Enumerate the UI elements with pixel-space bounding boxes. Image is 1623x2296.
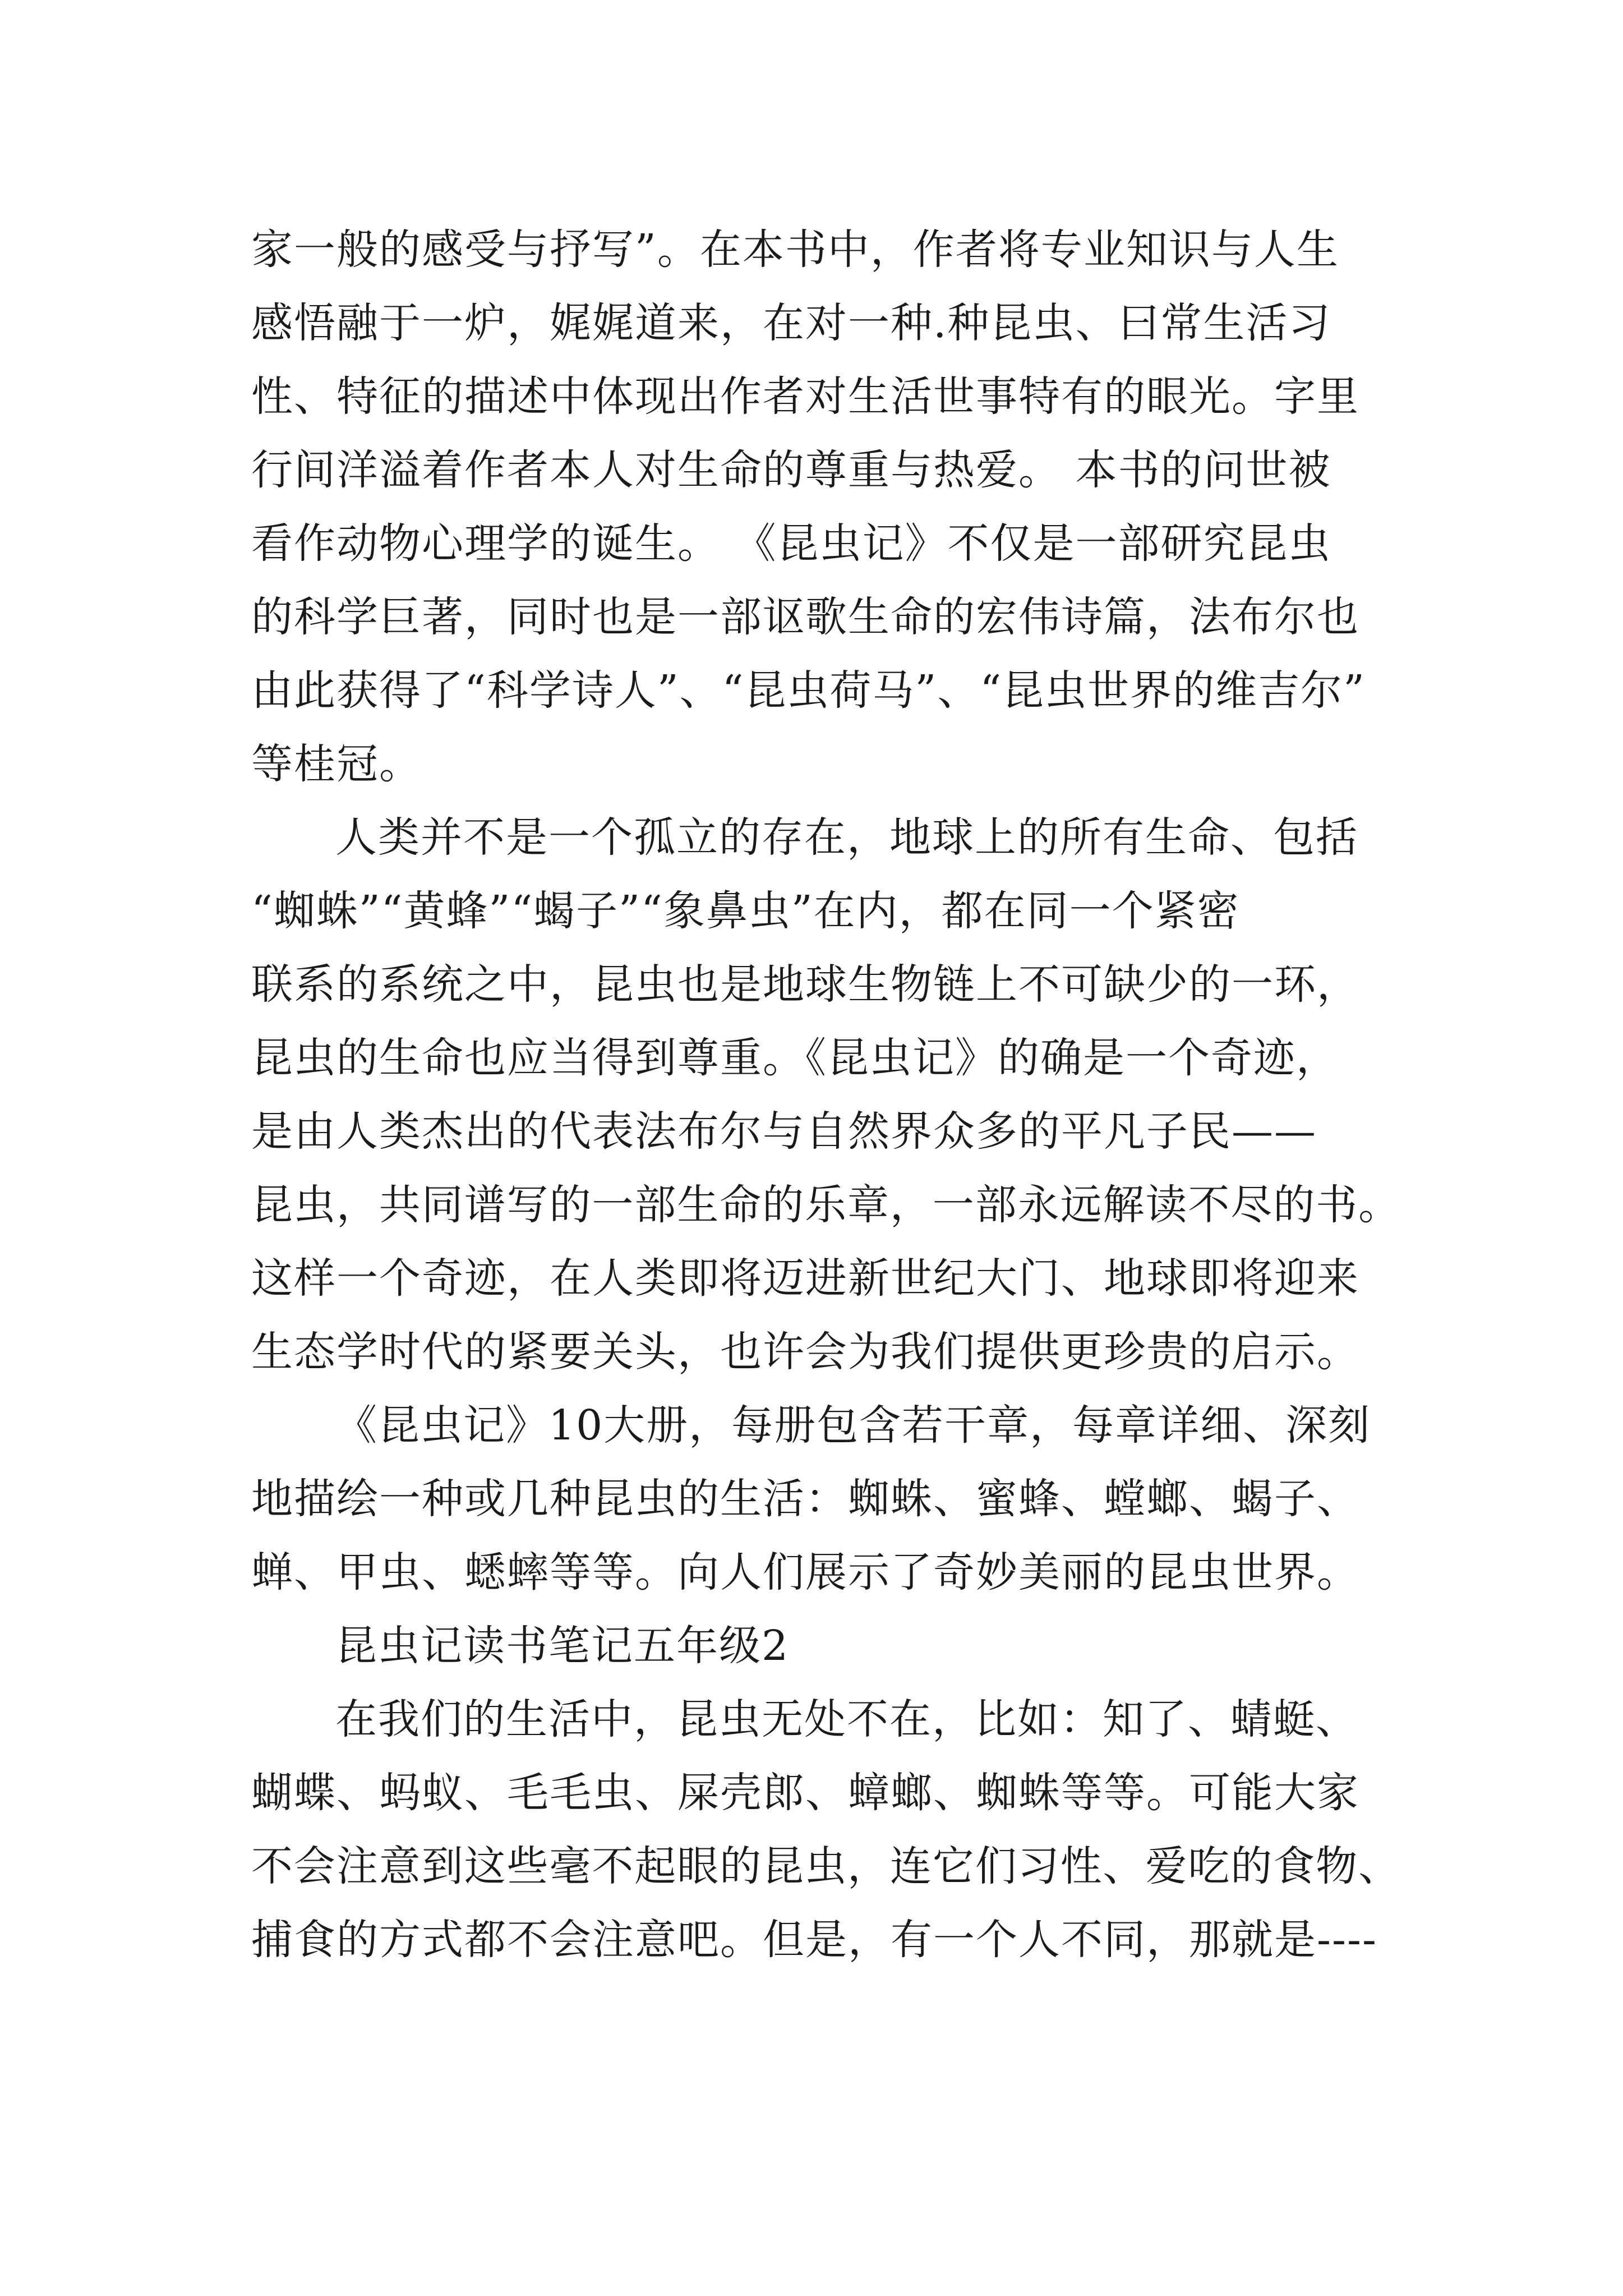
- text-line: 行间洋溢着作者本人对生命的尊重与热爱。 本书的问世被: [251, 446, 1331, 494]
- text-line-paragraph-start: 在我们的生活中，昆虫无处不在，比如：知了、蜻蜓、: [335, 1695, 1358, 1743]
- text-line-paragraph-start: 《昆虫记》10大册，每册包含若干章，每章详细、深刻: [335, 1401, 1371, 1450]
- text-line: 这样一个奇迹，在人类即将迈进新世纪大门、地球即将迎来: [251, 1254, 1359, 1303]
- text-line: 感悟融于一炉，娓娓道来，在对一种.种昆虫、曰常生活习: [251, 299, 1331, 347]
- text-line: 是由人类杰出的代表法布尔与自然界众多的平凡子民——: [251, 1107, 1317, 1156]
- text-line: 不会注意到这些毫不起眼的昆虫，连它们习性、爱吃的食物、: [251, 1842, 1401, 1890]
- text-line: 看作动物心理学的诞生。 《昆虫记》不仅是一部研究昆虫: [251, 519, 1331, 568]
- text-line: 生态学时代的紧要关头，也许会为我们提供更珍贵的启示。: [251, 1328, 1359, 1376]
- text-line: 由此获得了“科学诗人”、“昆虫荷马”、“昆虫世界的维吉尔”: [251, 666, 1366, 715]
- document-body: [251, 213, 1401, 1977]
- text-line: 捕食的方式都不会注意吧。但是，有一个人不同，那就是----: [251, 1916, 1378, 1964]
- text-line: 昆虫，共同谱写的一部生命的乐章，一部永远解读不尽的书。: [251, 1181, 1401, 1229]
- text-line-paragraph-start: 人类并不是一个孤立的存在，地球上的所有生命、包括: [335, 813, 1358, 862]
- section-heading: 昆虫记读书笔记五年级2: [335, 1622, 790, 1670]
- text-line: 联系的系统之中，昆虫也是地球生物链上不可缺少的一环，: [251, 960, 1359, 1009]
- text-line: 蝉、甲虫、蟋蟀等等。向人们展示了奇妙美丽的昆虫世界。: [251, 1548, 1359, 1596]
- text-line: 的科学巨著，同时也是一部讴歌生命的宏伟诗篇，法布尔也: [251, 593, 1359, 641]
- text-line: 地描绘一种或几种昆虫的生活：蜘蛛、蜜蜂、螳螂、蝎子、: [251, 1475, 1359, 1523]
- text-line: 蝴蝶、蚂蚁、毛毛虫、屎壳郎、蟑螂、蜘蛛等等。可能大家: [251, 1769, 1359, 1817]
- text-line: 家一般的感受与抒写”。在本书中，作者将专业知识与人生: [251, 226, 1339, 274]
- text-line: 等桂冠。: [251, 740, 422, 788]
- text-line: “蜘蛛”“黄蜂”“蝎子”“象鼻虫”在内，都在同一个紧密: [251, 887, 1240, 935]
- text-line: 昆虫的生命也应当得到尊重。《昆虫记》的确是一个奇迹，: [251, 1034, 1339, 1082]
- text-line: 性、特征的描述中体现出作者对生活世事特有的眼光。字里: [251, 372, 1359, 421]
